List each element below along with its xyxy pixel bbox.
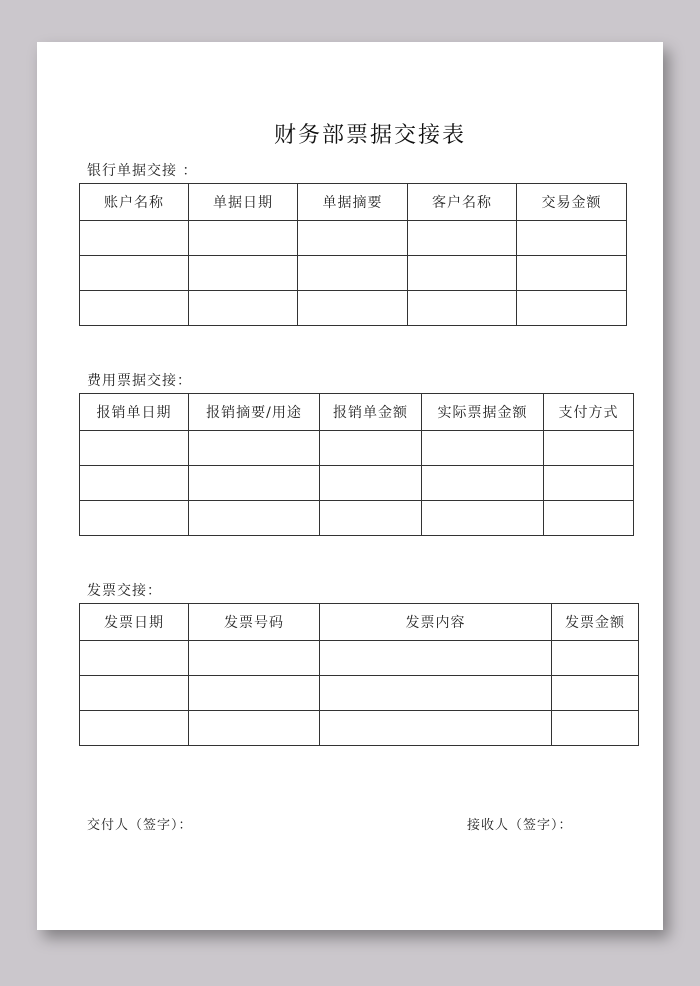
column-header: 单据摘要 <box>298 184 408 221</box>
table-cell[interactable] <box>552 676 639 711</box>
table-cell[interactable] <box>80 641 189 676</box>
column-header: 报销单金额 <box>320 394 422 431</box>
table-cell[interactable] <box>80 711 189 746</box>
table-cell[interactable] <box>517 221 627 256</box>
table-row <box>80 291 627 326</box>
table-cell[interactable] <box>408 221 517 256</box>
section-label-bank: 银行单据交接 ： <box>87 163 198 179</box>
table-cell[interactable] <box>80 466 189 501</box>
page-title: 财务部票据交接表 <box>273 123 466 148</box>
table-row <box>80 256 627 291</box>
table-cell[interactable] <box>408 291 517 326</box>
table-cell[interactable] <box>320 466 422 501</box>
table-cell[interactable] <box>80 221 189 256</box>
table-cell[interactable] <box>544 501 634 536</box>
table-cell[interactable] <box>422 466 544 501</box>
table-cell[interactable] <box>80 291 189 326</box>
table-cell[interactable] <box>320 641 552 676</box>
table-row <box>80 221 627 256</box>
table-cell[interactable] <box>298 256 408 291</box>
column-header: 发票日期 <box>80 604 189 641</box>
column-header: 发票号码 <box>189 604 320 641</box>
table-cell[interactable] <box>552 641 639 676</box>
payer-signature-label: 交付人（签字）： <box>87 818 193 833</box>
column-header: 账户名称 <box>80 184 189 221</box>
receiver-signature-label: 接收人（签字）： <box>467 818 573 833</box>
column-header: 报销单日期 <box>80 394 189 431</box>
table-cell[interactable] <box>189 466 320 501</box>
table-cell[interactable] <box>320 711 552 746</box>
section-label-invoice: 发票交接： <box>87 583 162 599</box>
table-cell[interactable] <box>408 256 517 291</box>
table-cell[interactable] <box>422 431 544 466</box>
table-cell[interactable] <box>298 291 408 326</box>
expense-receipts-table <box>79 393 634 536</box>
table-cell[interactable] <box>189 501 320 536</box>
table-cell[interactable] <box>189 221 298 256</box>
column-header: 报销摘要/用途 <box>189 394 320 431</box>
table-header-row <box>80 184 627 221</box>
table-cell[interactable] <box>189 641 320 676</box>
column-header: 实际票据金额 <box>422 394 544 431</box>
table-header-row <box>80 394 634 431</box>
table-cell[interactable] <box>320 676 552 711</box>
table-cell[interactable] <box>517 256 627 291</box>
section-label-expense: 费用票据交接： <box>87 373 192 389</box>
table-cell[interactable] <box>189 291 298 326</box>
table-cell[interactable] <box>80 256 189 291</box>
table-cell[interactable] <box>422 501 544 536</box>
table-cell[interactable] <box>552 711 639 746</box>
table-cell[interactable] <box>298 221 408 256</box>
column-header: 发票内容 <box>320 604 552 641</box>
table-cell[interactable] <box>189 256 298 291</box>
column-header: 客户名称 <box>408 184 517 221</box>
column-header: 支付方式 <box>544 394 634 431</box>
table-cell[interactable] <box>544 431 634 466</box>
table-cell[interactable] <box>320 501 422 536</box>
column-header: 交易金额 <box>517 184 627 221</box>
table-cell[interactable] <box>189 711 320 746</box>
table-cell[interactable] <box>80 431 189 466</box>
table-row <box>80 431 634 466</box>
table-cell[interactable] <box>544 466 634 501</box>
column-header: 单据日期 <box>189 184 298 221</box>
table-cell[interactable] <box>189 676 320 711</box>
invoice-table <box>79 603 639 746</box>
table-row <box>80 466 634 501</box>
table-row <box>80 676 639 711</box>
table-header-row <box>80 604 639 641</box>
table-cell[interactable] <box>320 431 422 466</box>
table-row <box>80 711 639 746</box>
table-cell[interactable] <box>189 431 320 466</box>
table-cell[interactable] <box>517 291 627 326</box>
bank-documents-table <box>79 183 627 326</box>
column-header: 发票金额 <box>552 604 639 641</box>
table-row <box>80 641 639 676</box>
table-row <box>80 501 634 536</box>
table-cell[interactable] <box>80 501 189 536</box>
table-cell[interactable] <box>80 676 189 711</box>
